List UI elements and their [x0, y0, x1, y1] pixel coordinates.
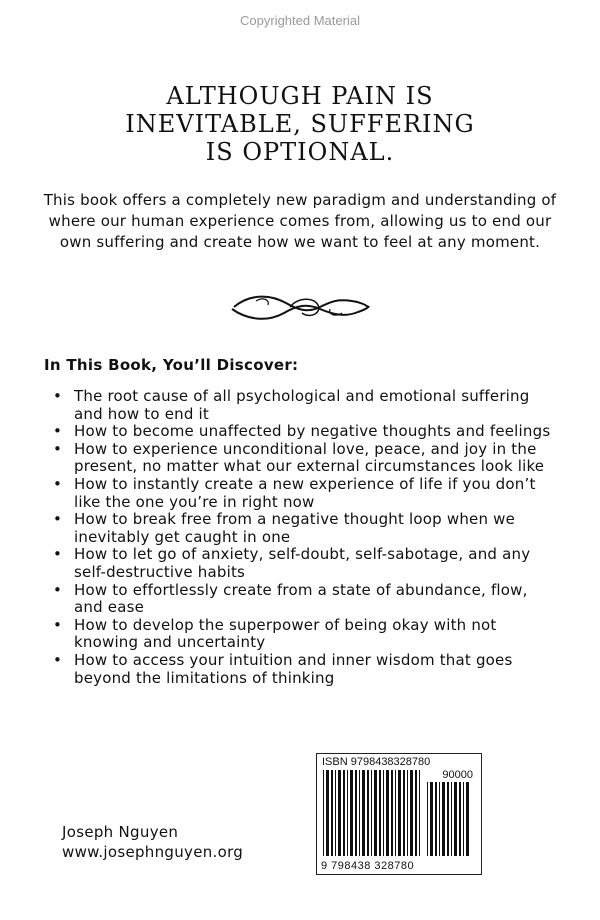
list-item: • How to instantly create a new experience of life if you don’t like the one you’re in right now: [52, 476, 552, 511]
list-item: • How to break free from a negative thought loop when we inevitably get caught in one: [52, 511, 552, 546]
isbn-label: ISBN 9798438328780: [322, 756, 431, 768]
headline-line: ALTHOUGH PAIN IS: [166, 82, 434, 110]
barcode-bars-icon: [323, 770, 423, 856]
addon-code: 90000: [442, 769, 473, 781]
headline-line: INEVITABLE, SUFFERING: [125, 110, 475, 138]
list-item: • How to let go of anxiety, self-doubt, self-sabotage, and any self-destructive habits: [52, 546, 552, 581]
intro-paragraph: This book offers a completely new paradigm and understanding of where our human experience comes from, allowing us to end our own suffering and create how we want to feel at any moment.: [43, 191, 557, 251]
headline-line: IS OPTIONAL.: [205, 138, 395, 166]
list-item: • How to become unaffected by negative thoughts and feelings: [52, 423, 552, 441]
flourish-ornament-icon: [228, 285, 372, 329]
addon-barcode-bars-icon: [427, 782, 473, 856]
discover-heading: In This Book, You’ll Discover:: [44, 356, 299, 374]
headline: [0, 82, 600, 166]
author-website: www.josephnguyen.org: [62, 843, 244, 861]
list-item: • How to experience unconditional love, peace, and joy in the present, no matter what our external circumstances look like: [52, 441, 552, 476]
list-item: • How to effortlessly create from a state of abundance, flow, and ease: [52, 582, 552, 617]
barcode: [316, 753, 482, 875]
discover-list: [52, 388, 552, 687]
list-item: • How to access your intuition and inner wisdom that goes beyond the limitations of thinking: [52, 652, 552, 687]
list-item: • How to develop the superpower of being okay with not knowing and uncertainty: [52, 617, 552, 652]
isbn-digits: 9 798438 328780: [321, 860, 415, 872]
author-block: [62, 822, 243, 862]
list-item: • The root cause of all psychological and emotional suffering and how to end it: [52, 388, 552, 423]
copyright-watermark-top: Copyrighted Material: [240, 13, 360, 28]
author-name: Joseph Nguyen: [62, 823, 179, 841]
